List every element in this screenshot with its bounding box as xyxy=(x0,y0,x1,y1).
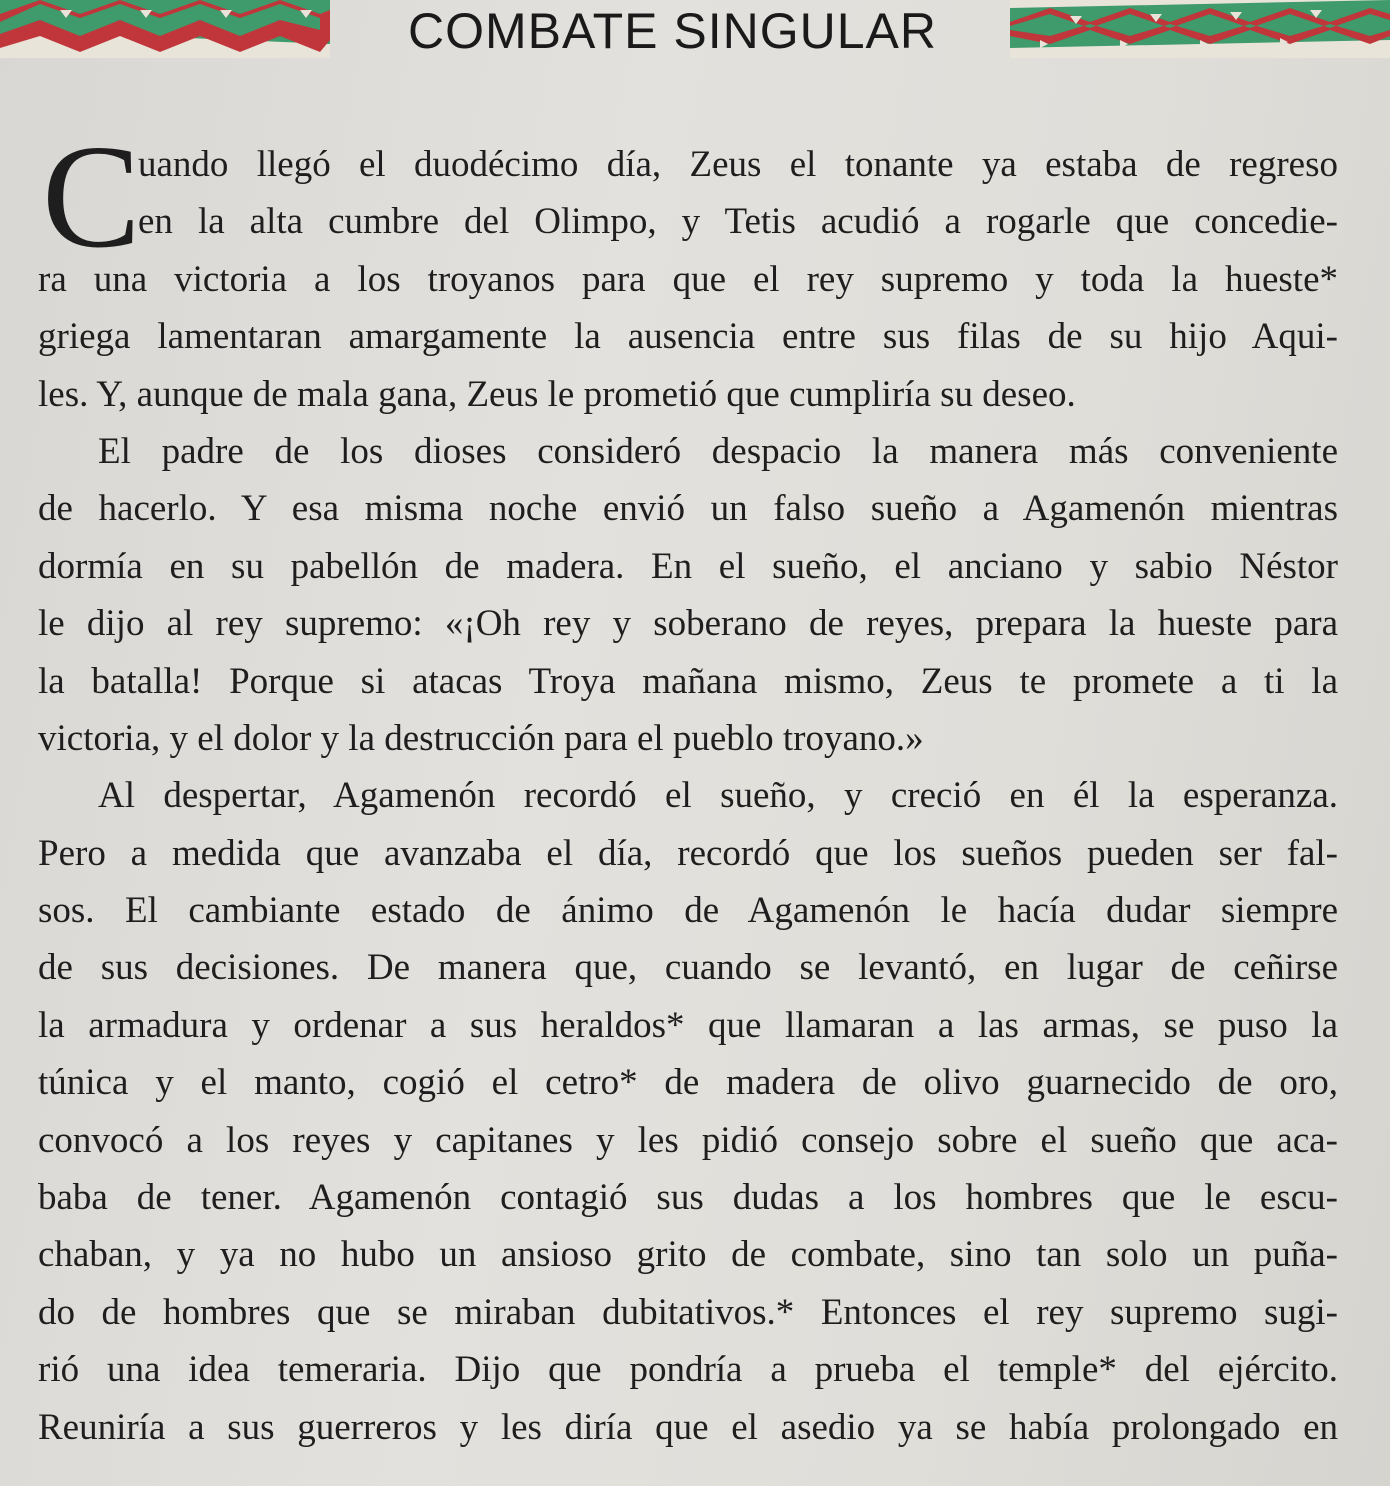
text-line: dormía en su pabellón de madera. En el sueño, el anciano y sabio Néstor xyxy=(38,545,1338,587)
text-line: ra una victoria a los troyanos para que el rey supremo y toda la hueste* xyxy=(38,258,1338,300)
zigzag-border-icon xyxy=(1010,0,1390,58)
text-line: Reuniría a sus guerreros y les diría que el asedio ya se había prolongado en xyxy=(38,1406,1338,1448)
text-line: El padre de los dioses consideró despacio la manera más conveniente xyxy=(98,430,1338,472)
body-text xyxy=(38,115,1338,1456)
chapter-header xyxy=(0,0,1390,62)
text-line: convocó a los reyes y capitanes y les pidió consejo sobre el sueño que aca- xyxy=(38,1119,1338,1161)
text-line: griega lamentaran amargamente la ausencia entre sus filas de su hijo Aqui- xyxy=(38,316,1338,358)
text-line: victoria, y el dolor y la destrucción para el pueblo troyano.» xyxy=(38,717,924,759)
text-line: de sus decisiones. De manera que, cuando se levantó, en lugar de ceñirse xyxy=(38,947,1338,989)
text-line: Al despertar, Agamenón recordó el sueño, y creció en él la esperanza. xyxy=(98,775,1338,817)
text-line: sos. El cambiante estado de ánimo de Agamenón le hacía dudar siempre xyxy=(38,890,1338,932)
text-line: chaban, y ya no hubo un ansioso grito de combate, sino tan solo un puña- xyxy=(38,1234,1338,1276)
drop-cap: C xyxy=(42,115,141,279)
text-line: la batalla! Porque si atacas Troya mañana mismo, Zeus te promete a ti la xyxy=(38,660,1338,702)
text-line: Pero a medida que avanzaba el día, recordó que los sueños pueden ser fal- xyxy=(38,832,1338,874)
text-line: baba de tener. Agamenón contagió sus dudas a los hombres que le escu- xyxy=(38,1177,1338,1219)
text-line: la armadura y ordenar a sus heraldos* que llamaran a las armas, se puso la xyxy=(38,1004,1338,1046)
chapter-title: COMBATE SINGULAR xyxy=(407,3,938,59)
text-line: rió una idea temeraria. Dijo que pondría a prueba el temple* del ejército. xyxy=(38,1349,1338,1391)
text-line: túnica y el manto, cogió el cetro* de madera de olivo guarnecido de oro, xyxy=(38,1062,1338,1104)
text-line: le dijo al rey supremo: «¡Oh rey y soberano de reyes, prepara la hueste para xyxy=(38,603,1338,645)
text-line: uando llegó el duodécimo día, Zeus el tonante ya estaba de regreso xyxy=(138,144,1338,185)
zigzag-border-icon xyxy=(0,0,330,58)
text-line: do de hombres que se miraban dubitativos.* Entonces el rey supremo sugi- xyxy=(38,1291,1338,1333)
text-line: en la alta cumbre del Olimpo, y Tetis acudió a rogarle que concedie- xyxy=(138,201,1338,243)
text-line: les. Y, aunque de mala gana, Zeus le prometió que cumpliría su deseo. xyxy=(38,373,1076,415)
text-line: de hacerlo. Y esa misma noche envió un falso sueño a Agamenón mientras xyxy=(38,488,1338,530)
